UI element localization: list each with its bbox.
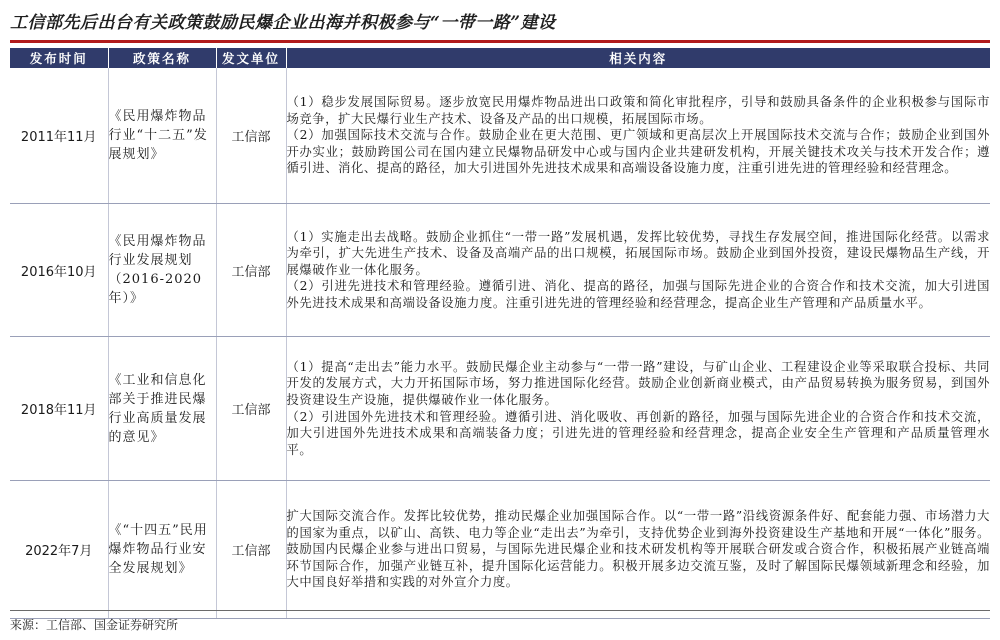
table-header-row [10, 48, 990, 68]
row-policy-name: 《“十四五”民用爆炸物品行业安全发展规划》 [108, 481, 216, 619]
row-issuing-unit: 工信部 [216, 68, 286, 204]
policy-table [10, 48, 990, 619]
content-paragraph: 扩大国际交流合作。发挥比较优势，推动民爆企业加强国际合作。以“一带一路”沿线资源条件好、配套能力强、市场潜力大的国家为重点，以矿山、高铁、电力等企业“走出去”为牵引，支持优势企业到海外投资建设生产基地和开展“一体化”服务。鼓励国内民爆企业参与进出口贸易，与国际先进民爆企业和技术研发机构等开展联合研发或合资合作，积极拓展产业链高端环节国际合作，加强产业链互补，提升国际化运营能力。积极开展多边交流互鉴，及时了解国际民爆领域新理念和经验，加大中国良好举措和实践的对外宣介力度。 [286, 509, 990, 590]
source-divider [10, 610, 990, 611]
content-paragraph: （2）引进国外先进技术和管理经验。遵循引进、消化吸收、再创新的路径，加强与国际先进企业的合资合作和技术交流，加大引进国外先进技术成果和高端装备力度；引进先进的管理经验和经营理念，提高企业安全生产管理和产品质量管理水平。 [286, 409, 990, 457]
header-issuing-unit: 发文单位 [216, 48, 286, 68]
content-paragraph: （2）加强国际技术交流与合作。鼓励企业在更大范围、更广领域和更高层次上开展国际技术交流与合作；鼓励企业到国外开办实业；鼓励跨国公司在国内建立民爆物品研发中心或与国内企业共建研发机构，开展关键技术攻关与技术开发合作；遵循引进、消化、提高的路径，加大引进国外先进技术成果和高端设备设施力度，注重引进先进的管理经验和经营理念。 [286, 128, 990, 176]
row-issuing-unit: 工信部 [216, 204, 286, 337]
row-policy-name: 《民用爆炸物品行业“十二五”发展规划》 [108, 68, 216, 204]
header-date: 发布时间 [10, 48, 108, 68]
row-date: 2022年7月 [10, 481, 108, 619]
title-divider [10, 40, 990, 43]
row-policy-name: 《民用爆炸物品行业发展规划（2016-2020年）》 [108, 204, 216, 337]
page-title: 工信部先后出台有关政策鼓励民爆企业出海并积极参与“一带一路”建设 [10, 13, 556, 33]
row-content [286, 204, 990, 337]
content-paragraph: （1）实施走出去战略。鼓励企业抓住“一带一路”发展机遇，发挥比较优势，寻找生存发展空间，推进国际化经营。以需求为牵引，扩大先进生产技术、设备及高端产品的出口规模，拓展国际市场。鼓励企业到国外投资，建设民爆物品生产线，开展爆破作业一体化服务。 [286, 229, 990, 277]
row-date: 2011年11月 [10, 68, 108, 204]
header-policy-name: 政策名称 [108, 48, 216, 68]
header-content: 相关内容 [286, 48, 990, 68]
table-row [10, 204, 990, 337]
row-issuing-unit: 工信部 [216, 337, 286, 481]
content-paragraph: （1）稳步发展国际贸易。逐步放宽民用爆炸物品进出口政策和简化审批程序，引导和鼓励具备条件的企业积极参与国际市场竞争，扩大民爆行业生产技术、设备及产品的出口规模，拓展国际市场。 [286, 95, 990, 126]
row-date: 2018年11月 [10, 337, 108, 481]
content-paragraph: （2）引进先进技术和管理经验。遵循引进、消化、提高的路径，加强与国际先进企业的合资合作和技术交流，加大引进国外先进技术成果和高端设备设施力度。注重引进先进的管理经验和经营理念，提高企业生产管理和产品质量水平。 [286, 279, 990, 310]
table-row [10, 68, 990, 204]
row-issuing-unit: 工信部 [216, 481, 286, 619]
row-date: 2016年10月 [10, 204, 108, 337]
row-content [286, 481, 990, 619]
table-row [10, 337, 990, 481]
table-row [10, 481, 990, 619]
content-paragraph: （1）提高“走出去”能力水平。鼓励民爆企业主动参与“一带一路”建设，与矿山企业、工程建设企业等采取联合投标、共同开发的发展方式，大力开拓国际市场，努力推进国际化经营。鼓励企业创新商业模式，由产品贸易转换为服务贸易，到国外投资建设生产设施，提供爆破作业一体化服务。 [286, 359, 990, 407]
row-policy-name: 《工业和信息化部关于推进民爆行业高质量发展的意见》 [108, 337, 216, 481]
row-content [286, 337, 990, 481]
row-content [286, 68, 990, 204]
source-note: 来源：工信部、国金证券研究所 [10, 618, 179, 632]
